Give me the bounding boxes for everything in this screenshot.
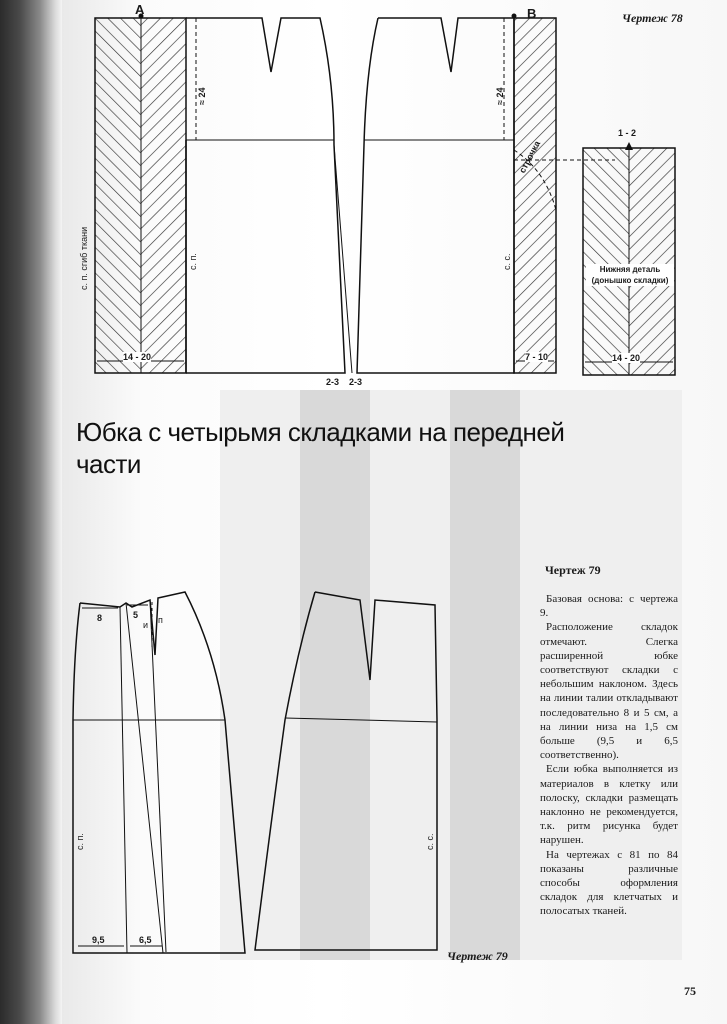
stitch-line-label: строчка bbox=[517, 139, 543, 175]
center-front-label: с. п. bbox=[188, 253, 198, 270]
sidebar-paragraph: На чертежах с 81 по 84 показаны различные способы оформления складок для клетчатых и полосатых тканей. bbox=[540, 848, 678, 918]
skirt-79-front bbox=[73, 592, 245, 953]
sidebar-paragraph: Если юбка выполняется из материалов в клетку или полоску, складки размещать наклонно не рекомендуется, т.к. ритм рисунка будет нарушен. bbox=[540, 763, 678, 847]
skirt-front-piece bbox=[186, 18, 352, 373]
pleat-panel-right bbox=[514, 18, 556, 373]
pleat-lower-detail bbox=[583, 148, 675, 375]
point-marks bbox=[139, 14, 637, 151]
hem-offset-right: 2-3 bbox=[349, 377, 363, 387]
pleat-panel-left bbox=[95, 18, 186, 373]
hem-offset-65: 6,5 bbox=[139, 935, 152, 945]
side-seam-79-label: с. с. bbox=[425, 833, 435, 850]
width-left-label: 14 - 20 bbox=[123, 352, 152, 362]
sidebar-heading: Чертеж 79 bbox=[545, 563, 601, 577]
dart-offset-8: 8 bbox=[97, 613, 103, 623]
dart-p-label: п bbox=[158, 615, 163, 625]
marker-1-2-label: 1 - 2 bbox=[618, 128, 637, 138]
point-a-label: A bbox=[135, 2, 145, 17]
page-number: 75 bbox=[684, 984, 696, 998]
detail-width-label: 14 - 20 bbox=[612, 353, 641, 363]
lower-detail-label: Нижняя деталь (донышко складки) bbox=[586, 264, 674, 286]
fold-line-label: с. п. сгиб ткани bbox=[79, 226, 89, 290]
figure-79-caption: Чертеж 79 bbox=[447, 949, 508, 963]
dimension-24-right: ≈ 24 bbox=[495, 87, 505, 105]
hem-offset-left: 2-3 bbox=[326, 377, 340, 387]
dimension-lines-79 bbox=[78, 602, 162, 946]
figure-78-caption: Чертеж 78 bbox=[622, 11, 683, 25]
dimension-24-left: ≈ 24 bbox=[197, 87, 207, 105]
sidebar-paragraph: Базовая основа: с чертежа 9. bbox=[540, 593, 678, 620]
sidebar-paragraph: Расположение складок отмечают. Слегка расширенной юбке соответствуют складки с небольшим наклоном. Здесь на линии талии откладывают последовательно 8 и 5 см, а на линии низа на 1,5 см больше (9,5 и 6,5 соответственно). bbox=[540, 621, 678, 762]
sidebar-text bbox=[540, 592, 678, 919]
skirt-back-piece bbox=[357, 18, 514, 373]
article-title: Юбка с четырьмя складками на передней части bbox=[76, 417, 565, 479]
skirt-79-back bbox=[255, 592, 437, 950]
center-front-79-label: с. п. bbox=[75, 833, 85, 850]
dashed-construction-lines bbox=[186, 18, 629, 230]
dart-i-label: и bbox=[143, 620, 149, 630]
point-b-label: B bbox=[527, 6, 537, 21]
dart-offset-5: 5 bbox=[133, 610, 139, 620]
side-seam-label: с. с. bbox=[502, 253, 512, 270]
width-right-label: 7 - 10 bbox=[525, 352, 549, 362]
hem-offset-95: 9,5 bbox=[92, 935, 105, 945]
